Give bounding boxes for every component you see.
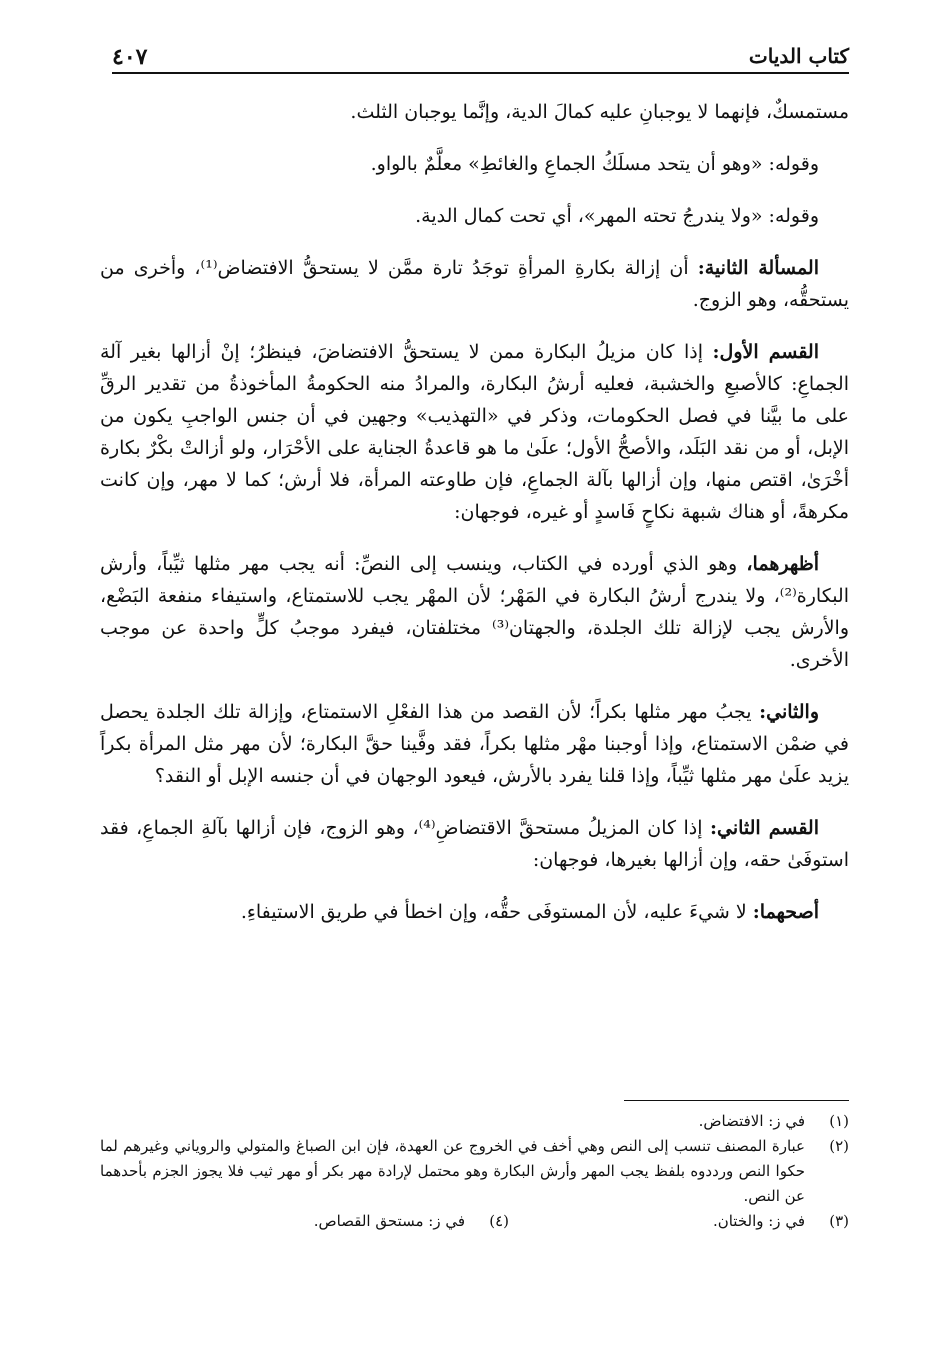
footnote-text: في ز: الافتضاض. bbox=[698, 1112, 805, 1130]
paragraph-text: لا شيءَ عليه، لأن المستوفَى حقُّه، وإن اخطأ في طريق الاستيفاءِ. bbox=[240, 901, 753, 923]
paragraph-text: إذا كان المزيلُ مستحقَّ الاقتضاضِ⁽⁴⁾، وهو الزوج، فإن أزالها بآلةِ الجماعِ، فقد استوفَىٰ حقه، وإن أزالها بغيرها، فوجهان: bbox=[100, 817, 849, 871]
paragraph bbox=[100, 812, 849, 876]
paragraph-heading: القسم الأول: bbox=[712, 341, 820, 363]
footnote bbox=[100, 1109, 849, 1134]
footnote-number: (٣) bbox=[829, 1212, 849, 1230]
footnote bbox=[519, 1209, 849, 1234]
paragraph-heading: أصحهما: bbox=[752, 901, 819, 923]
page-header bbox=[112, 40, 849, 76]
footnote bbox=[100, 1134, 849, 1209]
paragraph bbox=[100, 336, 849, 528]
footnote-row bbox=[100, 1209, 849, 1234]
paragraph-text: إذا كان مزيلُ البكارة ممن لا يستحقُّ الافتضاضَ، فينظرُ؛ إنْ أزالها بغير آلة الجماعِ: كالأصبعِ والخشبة، فعليه أرشُ البكارة، والمرادُ منه الحكومةُ المأخوذةُ من تقدير الرقِّ على ما بيَّنا في فصل الحكومات، وذكر في «التهذيب» وجهين في أن جنس الواجبِ يكون من الإبل، أو من نقد البَلَد، والأصحُّ الأول؛ علَىٰ ما هو قاعدةُ الجناية على الأحْرَار، ولو أزالتْ بكْرٌ بكارة أخْرَىٰ، اقتص منها، وإن أزالها بآلة الجماعِ، فإن طاوعته المرأة، فلا أرش؛ كما لا مهر، وإن كانت مكرهةً، أو هناك شبهة نكاحٍ فَاسدٍ أو غيره، فوجهان: bbox=[100, 341, 849, 523]
paragraph-text: وقوله: «ولا يندرجُ تحته المهر»، أي تحت كمال الدية. bbox=[415, 205, 819, 227]
footnote-number: (٤) bbox=[489, 1212, 509, 1230]
paragraph bbox=[100, 200, 849, 232]
running-title: كتاب الديات bbox=[748, 44, 849, 68]
footnote bbox=[179, 1209, 509, 1234]
header-rule bbox=[112, 72, 849, 74]
page-number: ٤٠٧ bbox=[112, 44, 148, 70]
paragraph-heading: أظهرهما، bbox=[746, 553, 819, 575]
paragraph-text: يجبُ مهر مثلها بكراً؛ لأن القصد من هذا الفعْلِ الاستمتاع، وإزالة تلك الجلدة يحصل في ضمْن الاستمتاع، وإذا أوجبنا مهْر مثلها بكراً، فقد وفَّينا حقَّ البكارة؛ لأن مهر مثل المرأة بكراً يزيد علَىٰ مهر مثلها ثيِّباً، وإذا قلنا يفرد بالأرش، فيعود الوجهان في أن جنسه الإبل أو النقد؟ bbox=[100, 701, 849, 787]
footnote-text: عبارة المصنف تنسب إلى النص وهي أخف في الخروج عن العهدة، فإن ابن الصباغ والمتولي والروياني وغيرهم لما حكوا النص ورددوه بلفظ يجب المهر وأرش البكارة وهو محتمل لإرادة مهر بكر أو مهر ثيب فلا يجوز الجزم بأحدهما عن النص. bbox=[100, 1137, 805, 1205]
paragraph-text: وقوله: «وهو أن يتحد مسلَكُ الجماعِ والغائطِ» معلَّمٌ بالواو. bbox=[370, 153, 819, 175]
paragraph-heading: والثاني: bbox=[759, 701, 819, 723]
footnote-number: (١) bbox=[829, 1112, 849, 1130]
paragraph bbox=[100, 148, 849, 180]
main-text bbox=[100, 96, 849, 948]
footnotes bbox=[100, 1100, 849, 1234]
footnote-number: (٢) bbox=[829, 1137, 849, 1155]
paragraph-heading: المسألة الثانية: bbox=[697, 257, 819, 279]
footnote-text: في ز: مستحق القصاص. bbox=[313, 1212, 465, 1230]
footnote-rule bbox=[624, 1100, 849, 1101]
paragraph-text: أن إزالة بكارةِ المرأةِ توجَدُ تارة ممَّن لا يستحقُّ الافتضاض⁽¹⁾، وأخرى من يستحقُّه، وهو الزوج. bbox=[100, 257, 849, 311]
paragraph bbox=[100, 696, 849, 792]
paragraph bbox=[100, 896, 849, 928]
paragraph bbox=[100, 96, 849, 128]
paragraph bbox=[100, 252, 849, 316]
paragraph-heading: القسم الثاني: bbox=[709, 817, 819, 839]
footnote-text: في ز: والختان. bbox=[712, 1212, 805, 1230]
paragraph bbox=[100, 548, 849, 676]
paragraph-text: وهو الذي أورده في الكتاب، وينسب إلى النصِّ: أنه يجب مهر مثلها ثيِّباً، وأرش البكارة⁽²⁾، ولا يندرج أرشُ البكارة في المَهْر؛ لأن المهْر يجب للاستمتاع، واستيفاء منفعة البَضْع، والأرش يجب لإزالة تلك الجلدة، والجهتان⁽³⁾ مختلفتان، فيفرد موجبُ كلٍّ واحدة عن موجب الأخرى. bbox=[100, 553, 849, 671]
paragraph-text: مستمسكٌ، فإنهما لا يوجبانِ عليه كمالَ الدية، وإنَّما يوجبان الثلث. bbox=[350, 101, 849, 123]
